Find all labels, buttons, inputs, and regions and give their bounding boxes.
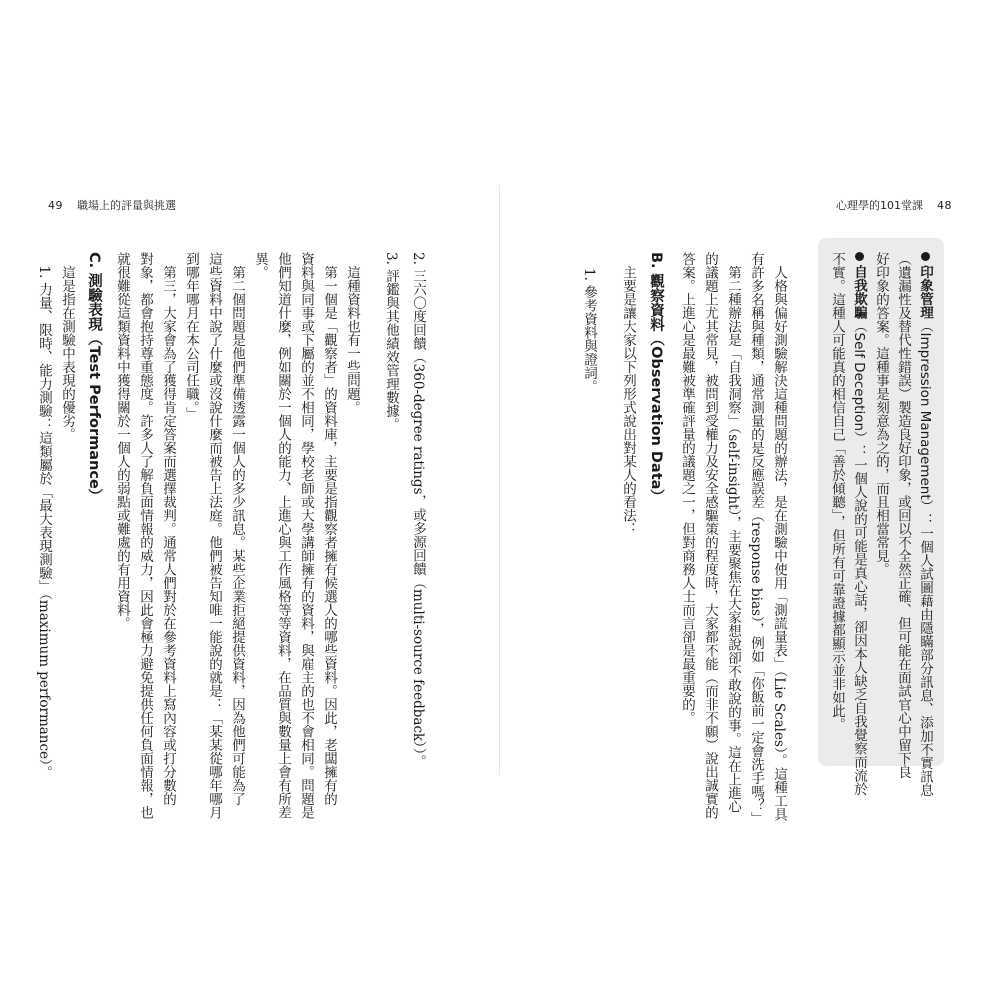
- left-line-07: 異。: [252, 252, 268, 279]
- left-line-13: 就很難從這類資料中獲得關於一個人的弱點或難處的有用資料。: [114, 252, 130, 630]
- left-line-10: 到哪年哪月在本公司任職。」: [183, 252, 199, 421]
- bullet-icon: [855, 252, 864, 261]
- left-line-12: 對象，都會抱持尊重態度。許多人了解負面情報的威力，因此會極力避免提供任何負面情報，也: [137, 252, 153, 819]
- left-line-01: 2. 三六〇度回饋（360-degree ratings，或多源回饋（multi-source feedback））。: [410, 252, 426, 769]
- left-line-08: 第二個問題是他們準備透露一個人的多少訊息。某些企業拒絕提供資料，因為他們可能為了: [229, 252, 245, 806]
- section-b-line-1: 主要是讓大家以下列形式說出對某人的看法：: [620, 252, 636, 536]
- right-page-book-title: 心理學的101堂課: [836, 199, 923, 212]
- self-deception-text-1: 自我欺騙（Self Deception）：一個人說的可能是真心話，卻因本人缺乏自我覺察而流於: [851, 265, 867, 796]
- box-item-deception-line-1: [850, 252, 867, 796]
- box-item-impression-line-2: （遺漏性及替代性錯誤）製造良好印象，或回以不全然正確、但可能在面試官心中留下良: [895, 252, 911, 779]
- left-page-number: 49: [48, 199, 63, 212]
- impression-management-text-1: 印象管理（Impression Management）：一個人試圖藉由隱瞞部分訊息、添加不實訊息: [917, 265, 933, 797]
- right-page-header: [836, 199, 952, 213]
- box-term-0: 印象管理: [917, 265, 933, 319]
- box-term-1: 自我欺騙: [851, 265, 867, 319]
- right-page-number: 48: [937, 199, 952, 212]
- right-line-01: 人格與偏好測驗解決這種問題的辦法，是在測驗中使用「測謊量表」（Lie Scales）。這種工具: [771, 252, 787, 822]
- box-item-deception-line-2: 不實。這種人可能真的相信自己「善於傾聽」，但所有可靠證據都顯示並非如此。: [829, 252, 845, 732]
- right-page-header-gap: [927, 199, 934, 212]
- left-line-04: 第一個是「觀察者」的資料庫，主要是指觀察者擁有候選人的哪些資料。因此，老闆擁有的: [321, 252, 337, 806]
- definition-box: [818, 238, 944, 797]
- section-c-line-1: 這是指在測驗中表現的優劣。: [59, 252, 75, 441]
- left-line-03: 這種資料也有一些問題。: [344, 252, 360, 414]
- section-c-line-2: 1. 力量、限時、能力測驗：這類屬於「最大表現測驗」（maximum performance）。: [36, 252, 52, 780]
- right-line-02: 有許多名稱與種類，通常測量的是反應誤差（response bias），例如「你飯前一定會洗手嗎？」: [748, 252, 764, 826]
- right-line-04: 的議題上尤其常見，被問到受權力及安全感驅策的程度時，大家都不能（而非不願）說出誠實的: [702, 252, 718, 819]
- right-line-05: 答案。上進心是最難被準確評量的議題之一，但對商務人士而言卻是最重要的。: [679, 252, 695, 725]
- right-line-03: 第二種辦法是「自我洞察」（self-insight），主要聚焦在大家想說卻不敢說的事。這在上進心: [725, 252, 741, 814]
- section-c-heading: C. 測驗表現（Test Performance）: [86, 252, 102, 504]
- section-b-heading: B. 觀察資料（Observation Data）: [648, 252, 664, 504]
- left-line-05: 資料與同事或下屬的並不相同，學校老師或大學講師擁有的資料，與雇主的也不會相同。問題是: [298, 252, 314, 819]
- left-page-header-gap: [67, 199, 74, 212]
- left-line-02: 3. 評鑑與其他績效管理數據。: [383, 252, 399, 432]
- bullet-icon: [921, 252, 930, 261]
- left-line-09: 這些資料中說了什麼或沒說什麼而被告上法庭。他們被告知唯一能說的就是：「某某從哪年哪月: [206, 252, 222, 819]
- left-page-header: [48, 199, 176, 213]
- section-b-line-2: 1. 參考資料與證詞。: [581, 268, 597, 394]
- box-item-impression-line-3: 好印象的答案。這種事是刻意為之的，而且相當常見。: [873, 252, 889, 576]
- left-line-06: 他們知道什麼，例如關於一個人的能力、上進心與工作風格等等資料，在品質與數量上會有所差: [275, 252, 291, 819]
- right-page: [500, 0, 1000, 1000]
- left-line-11: 第三，大家會為了獲得肯定答案而選擇裁判。通常人們對於在參考資料上寫內容或打分數的: [160, 252, 176, 806]
- box-item-impression-line-1: [916, 252, 933, 797]
- left-page-chapter-title: 職場上的評量與挑選: [77, 199, 176, 212]
